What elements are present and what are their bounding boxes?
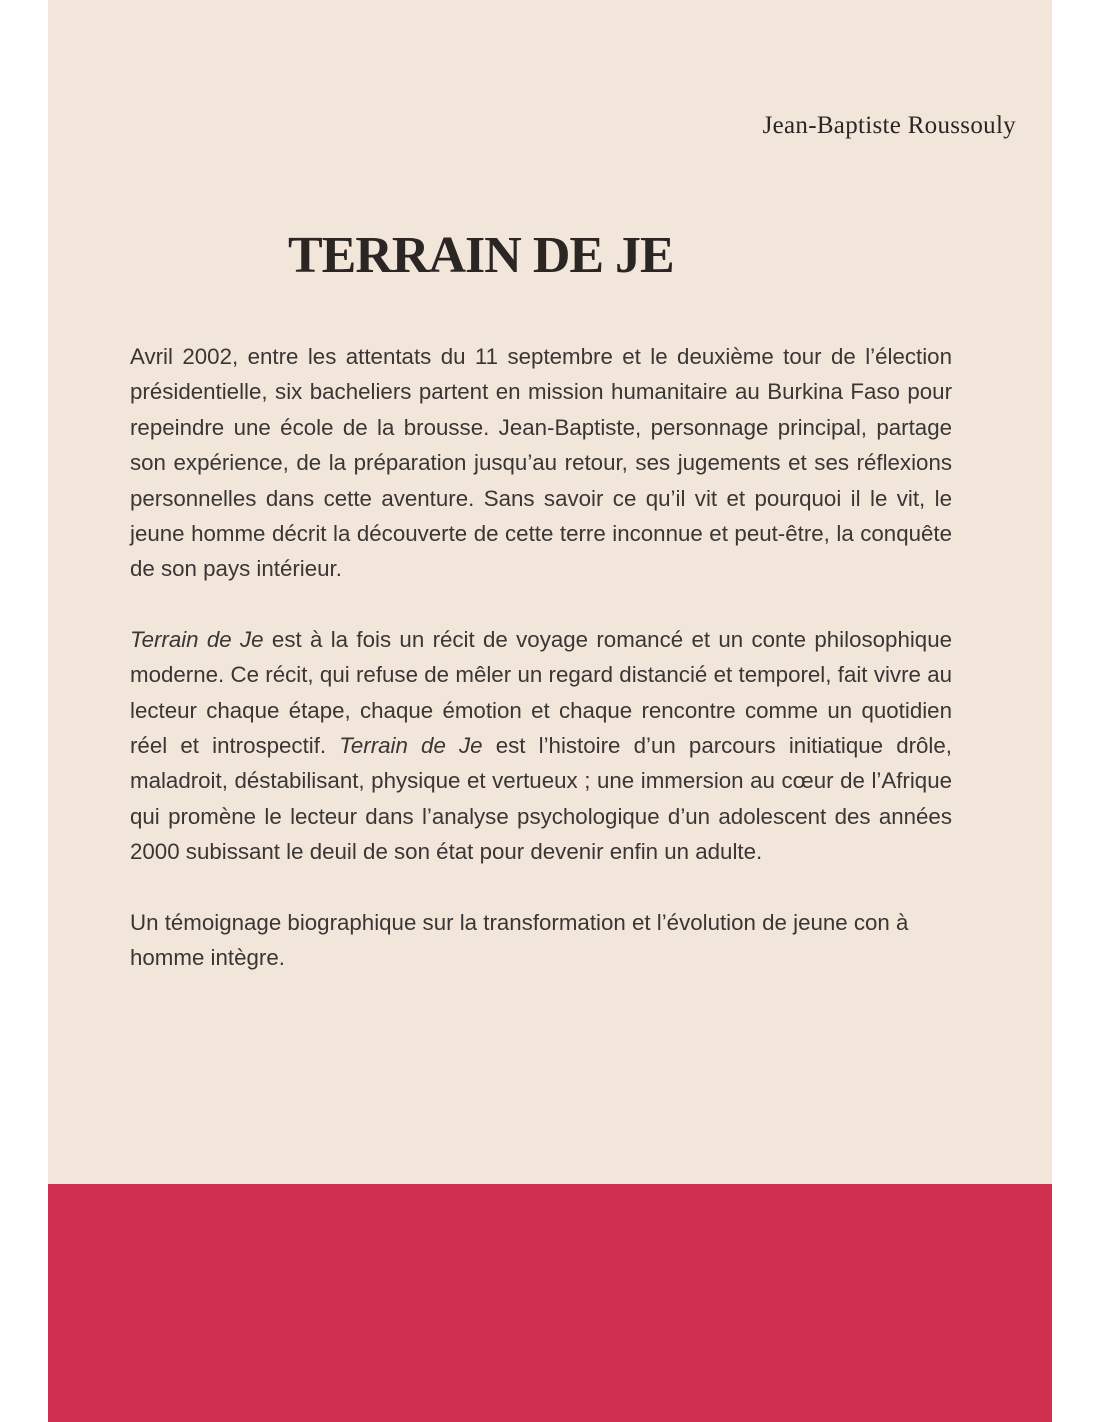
bottom-band [48,1184,1052,1422]
blurb-paragraph-1: Avril 2002, entre les attentats du 11 septembre et le deuxième tour de l’élection présidentielle, six bacheliers partent en mission humanitaire au Burkina Faso pour repeindre une école de la brousse. Jean-Baptiste, personnage principal, partage son expérience, de la préparation jusqu’au retour, ses jugements et ses réflexions personnelles dans cette aventure. Sans savoir ce qu’il vit et pourquoi il le vit, le jeune homme décrit la découverte de cette terre inconnue et peut-être, la conquête de son pays intérieur. [130,344,952,582]
book-title-italic: Terrain de Je [339,733,483,759]
blurb-paragraph-3: Un témoignage biographique sur la transformation et l’évolution de jeune con à homme intègre. [130,909,909,971]
author-name: Jean-Baptiste Roussouly [762,112,1016,139]
blurb [130,339,952,976]
back-cover [48,0,1052,1422]
book-title-italic: Terrain de Je [130,626,264,652]
blurb-paragraph-2-part-b: est l’histoire d’un parcours initiatique drôle, maladroit, déstabilisant, physique et vertueux ; une immersion au cœur de l’Afrique qui promène le lecteur dans l’analyse psychologique d’un adolescent des années 2000 subissant le deuil de son état pour devenir enfin un adulte. [130,733,952,865]
blurb-paragraph-2 [130,622,952,870]
book-title: TERRAIN DE JE [288,227,674,284]
blurb-paragraph-2-part-a: est à la fois un récit de voyage romancé et un conte philosophique moderne. Ce récit, qui refuse de mêler un regard distancié et temporel, fait vivre au lecteur chaque étape, chaque émotion et chaque rencontre comme un quotidien réel et introspectif. [130,626,952,759]
